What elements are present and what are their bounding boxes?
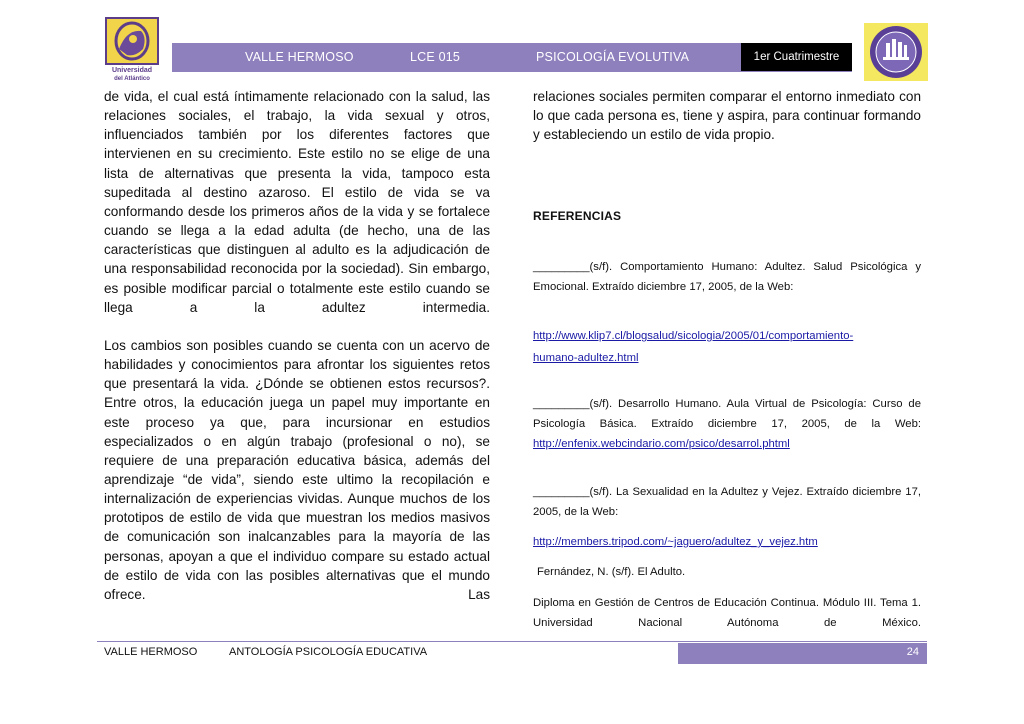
right-intro-text: relaciones sociales permiten comparar el entorno inmediato con lo que cada persona es, tiene y aspira, para continuar formando y estableciendo un estilo de vida propio. [533,89,921,143]
reference-2-link[interactable]: http://enfenix.webcindario.com/psico/desarrol.phtml [533,438,790,450]
references-heading: REFERENCIAS [533,209,622,223]
footer-page-bar [678,643,927,664]
page-number: 24 [906,646,919,658]
reference-3-link-block [533,531,921,553]
footer-divider [97,641,927,642]
reference-1-link-block [533,325,921,369]
left-paragraph-2: Los cambios son posibles cuando se cuenta con un acervo de habilidades y conocimientos para afrontar los siguientes retos que presentará la vida. ¿Dónde se obtienen estos recursos?. Entre otros, la educación juega un papel muy importante en este proceso ya que, para incursionar en estudios especializados o en algún trabajo (profesional o no), se requiere de una preparación educativa básica, además del aprendizaje “de vida”, siendo este ultimo la recopilación e internalización de experiencias vividas. Aunque muchos de los prototipos de estilo de vida que muestran los medios masivos de comunicación son inalcanzables para la mayoría de las personas, apoyan a que el individuo compare su estado actual de estilo de vida con las posibles alternativas que el mundo ofrece. Las [104,337,490,602]
reference-5-text: Diploma en Gestión de Centros de Educación Continua. Módulo III. Tema 1. Universidad Nacional Autónoma de México. [533,597,921,629]
header-divider [172,71,852,72]
header-term: 1er Cuatrimestre [741,43,852,71]
left-column [104,87,490,604]
reference-3-text: _________(s/f). La Sexualidad en la Adultez y Vejez. Extraído diciembre 17, 2005, de la Web: [533,486,921,518]
header-code: LCE 015 [410,50,461,64]
reference-2 [533,395,921,455]
left-paragraph-1: de vida, el cual está íntimamente relacionado con la salud, las relaciones sociales, el trabajo, la vida sexual y otros, influenciados también por los diferentes factores que intervienen en su crecimiento. Este estilo no se elige de una lista de alternativas que presenta la vida, tampoco esta supeditada al destino azaroso. El estilo de vida se va conformando desde los primeros años de la vida y se fortalece cuando se llega a la edad adulta (de hecho, una de las características que distinguen al adulto es la adjudicación de una responsabilidad reconocida por la sociedad). Sin embargo, es posible modificar parcial o totalmente este estilo cuando se llega a la adultez intermedia. [104,89,490,315]
university-seal-right [864,23,928,81]
reference-2-text: _________(s/f). Desarrollo Humano. Aula Virtual de Psicología: Curso de Psicología Básica. Extraído diciembre 17, 2005, de la Web: [533,398,921,430]
reference-5 [533,594,921,633]
reference-3 [533,483,921,522]
reference-1-link-line2[interactable]: humano-adultez.html [533,352,639,364]
logo-text-line2: del Atlántico [114,76,150,82]
logo-text-line1: Universidad [111,67,153,74]
reference-1-text: _________(s/f). Comportamiento Humano: Adultez. Salud Psicológica y Emocional. Extraído diciembre 17, 2005, de la Web: [533,261,921,293]
reference-3-link[interactable]: http://members.tripod.com/~jaguero/adultez_y_vejez.htm [533,536,818,548]
footer-institution: VALLE HERMOSO [104,646,198,658]
university-logo-left [105,17,159,83]
footer-title: ANTOLOGÍA PSICOLOGÍA EDUCATIVA [229,646,428,658]
reference-1 [533,258,921,297]
reference-4 [537,563,925,583]
reference-1-link-line1[interactable]: http://www.klip7.cl/blogsalud/sicologia/2005/01/comportamiento- [533,330,854,342]
header-institution: VALLE HERMOSO [245,50,354,64]
reference-4-text: Fernández, N. (s/f). El Adulto. [537,566,686,578]
header-subject: PSICOLOGÍA EVOLUTIVA [536,50,690,64]
right-intro [533,87,921,144]
